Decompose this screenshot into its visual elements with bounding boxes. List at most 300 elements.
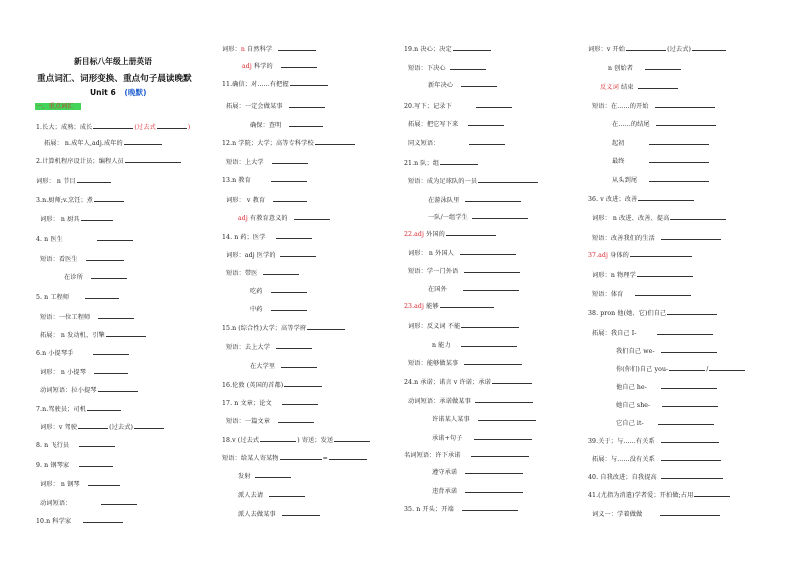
answer-blank[interactable] (662, 400, 718, 407)
answer-blank[interactable] (106, 330, 146, 337)
answer-blank[interactable] (667, 308, 717, 315)
answer-blank[interactable] (465, 486, 523, 493)
answer-blank[interactable] (661, 346, 717, 353)
answer-blank[interactable] (273, 195, 307, 202)
worksheet-item (226, 101, 326, 111)
item-text: 18.v (过去式 (222, 437, 260, 444)
item-text: 11.确信；对……有把握 (222, 81, 289, 88)
answer-blank[interactable] (649, 138, 709, 145)
item-text: 违背承诺 (432, 488, 458, 495)
answer-blank[interactable] (98, 385, 138, 392)
answer-blank[interactable] (276, 232, 312, 239)
answer-blank[interactable] (472, 212, 528, 219)
answer-blank[interactable] (282, 509, 320, 516)
worksheet-item (592, 454, 722, 464)
worksheet-item (432, 414, 537, 424)
item-text: 你(你们)自己 you- (616, 366, 669, 373)
item-text: 2.计算机程序设计员；编程人员 (36, 158, 124, 165)
answer-blank[interactable] (88, 479, 120, 486)
worksheet-item (226, 416, 315, 426)
answer-blank[interactable] (669, 364, 705, 371)
answer-blank[interactable] (462, 504, 518, 511)
answer-blank[interactable] (97, 234, 133, 241)
item-text: 一队/一组学生 (428, 214, 468, 221)
answer-blank[interactable] (86, 254, 124, 261)
answer-blank[interactable] (276, 342, 312, 349)
worksheet-item (36, 234, 134, 244)
worksheet-item (588, 194, 695, 204)
answer-blank[interactable] (626, 44, 666, 51)
item-text: 词形：反义词 不能 (408, 323, 461, 330)
worksheet-item (404, 377, 533, 387)
item-text: 起初 (612, 140, 625, 147)
item-text: 短语：在……的开始 (592, 103, 649, 110)
unit-tag: (晚默) (124, 88, 147, 97)
worksheet-item (592, 509, 721, 519)
worksheet-item (36, 156, 182, 166)
answer-blank[interactable] (280, 453, 322, 460)
answer-blank[interactable] (658, 418, 714, 425)
item-text: 动词短语：拉小提琴 (40, 387, 97, 394)
worksheet-item (612, 138, 710, 148)
item-text: 短语：带医 (226, 270, 258, 277)
answer-blank[interactable] (661, 233, 721, 240)
item-text: 外国的 (424, 231, 445, 238)
item-text: 12.n 学院；大学；高等专科学校 (222, 140, 314, 147)
worksheet-item (40, 367, 129, 377)
answer-blank[interactable] (468, 119, 504, 126)
answer-blank[interactable] (85, 292, 119, 299)
answer-blank[interactable] (290, 79, 328, 86)
worksheet-item (592, 289, 692, 299)
section-label: 一、重点词汇 (36, 103, 74, 110)
answer-blank[interactable] (81, 214, 113, 221)
answer-blank[interactable] (661, 382, 717, 389)
unit-number: Unit 6 (90, 88, 116, 97)
item-text: 短语：一位工程师 (40, 314, 91, 321)
item-text: 词形：n 物理学 (592, 272, 636, 279)
worksheet-item (238, 471, 292, 481)
answer-blank[interactable] (278, 44, 316, 51)
worksheet-item (600, 82, 679, 92)
worksheet-item (64, 272, 128, 282)
item-text: (过去式 (134, 124, 156, 131)
item-text: 反义词 (600, 84, 619, 91)
item-text: 短语：体育 (592, 291, 624, 298)
item-text: 15.n (综合性)大学；高等学府 (222, 325, 307, 332)
worksheet-item (432, 467, 524, 477)
answer-blank[interactable] (692, 44, 726, 51)
item-text: 词形： v 教育 (226, 197, 266, 204)
item-text: 同义短语： (408, 140, 440, 147)
item-text: 在大学里 (250, 363, 276, 370)
worksheet-item (612, 156, 710, 166)
worksheet-item (226, 250, 317, 260)
item-text: 1.长大；成熟；成长 (36, 124, 93, 131)
item-text: 短语：能够做某事 (408, 360, 459, 367)
answer-blank[interactable] (476, 101, 512, 108)
item-text: 有教育意义的 (247, 215, 288, 222)
worksheet-item (40, 385, 139, 395)
worksheet-item (40, 254, 125, 264)
worksheet-item (592, 270, 694, 280)
worksheet-item (242, 61, 318, 71)
worksheet-item (616, 346, 718, 356)
answer-blank[interactable] (465, 195, 521, 202)
worksheet-item (408, 248, 517, 258)
item-text: / (706, 366, 709, 373)
answer-blank[interactable] (463, 284, 519, 291)
answer-blank[interactable] (461, 80, 497, 87)
item-text: 承诺+句子 (432, 435, 463, 442)
worksheet-item (36, 176, 112, 186)
answer-blank[interactable] (278, 416, 314, 423)
answer-blank[interactable] (492, 377, 532, 384)
item-text: 许诺某人某事 (432, 416, 470, 423)
answer-blank[interactable] (450, 63, 486, 70)
answer-blank[interactable] (87, 404, 121, 411)
item-text: 23.adj (404, 303, 425, 310)
answer-blank[interactable] (638, 82, 678, 89)
worksheet-item (612, 119, 717, 129)
answer-blank[interactable] (638, 194, 694, 201)
column-1 (36, 0, 206, 562)
worksheet-item (588, 44, 727, 54)
answer-blank[interactable] (656, 119, 716, 126)
worksheet-item (608, 63, 682, 73)
item-text: 词形： n 厨具 (40, 216, 80, 223)
column-4 (588, 0, 778, 562)
answer-blank[interactable] (655, 101, 715, 108)
answer-blank[interactable] (440, 301, 494, 308)
item-text: 37.adj (588, 252, 609, 259)
answer-blank[interactable] (461, 340, 517, 347)
worksheet-item (408, 138, 506, 148)
worksheet-item (36, 195, 125, 205)
item-text: ) 寄送；发送 (297, 437, 334, 444)
answer-blank[interactable] (694, 490, 730, 497)
item-text: 科学的 (251, 63, 273, 70)
item-text: n 能力 (432, 342, 451, 349)
worksheet-item (226, 342, 313, 352)
worksheet-item (250, 361, 318, 371)
worksheet-item (408, 266, 521, 276)
worksheet-item (428, 212, 529, 222)
answer-blank[interactable] (281, 61, 317, 68)
item-text: n (240, 46, 245, 53)
answer-blank[interactable] (83, 516, 123, 523)
worksheet-item (250, 304, 308, 314)
answer-blank[interactable] (334, 435, 370, 442)
worksheet-item (250, 286, 308, 296)
answer-blank[interactable] (94, 367, 128, 374)
item-text: 派人去做某事 (238, 511, 276, 518)
item-text: ) (187, 124, 191, 131)
answer-blank[interactable] (91, 272, 127, 279)
answer-blank[interactable] (461, 321, 519, 328)
worksheet-item (36, 440, 116, 450)
worksheet-item (428, 195, 522, 205)
answer-blank[interactable] (294, 213, 330, 220)
item-text: 16.伦敦 (英国的首都) (222, 382, 284, 389)
item-text: 名词短语：许下承诺 (404, 452, 461, 459)
answer-blank[interactable] (79, 440, 115, 447)
worksheet-item (222, 232, 313, 242)
answer-blank[interactable] (474, 433, 532, 440)
item-text: 词形： (222, 46, 241, 53)
item-text: 22.adj (404, 231, 425, 238)
item-text: 36. v 改进；改善 (588, 196, 638, 203)
item-text: 4. n 医生 (36, 236, 63, 243)
answer-blank[interactable] (93, 348, 129, 355)
worksheet-item (36, 292, 120, 302)
item-text: 在游泳队里 (428, 197, 460, 204)
item-text: 38. pron 他(她、它)们自己 (588, 310, 667, 317)
item-text: 在……的结尾 (612, 121, 650, 128)
worksheet-item (226, 268, 300, 278)
worksheet-item (222, 323, 346, 333)
item-text: 39.关于；与……有关系 (588, 438, 655, 445)
worksheet-item (588, 250, 693, 260)
answer-blank[interactable] (649, 156, 709, 163)
answer-blank[interactable] (271, 304, 307, 311)
worksheet-item (40, 312, 135, 322)
worksheet-item (222, 79, 329, 89)
worksheet-item (432, 433, 533, 443)
item-text: 8. n 飞行员 (36, 442, 70, 449)
worksheet-item (40, 498, 138, 508)
answer-blank[interactable] (289, 101, 325, 108)
answer-blank[interactable] (93, 122, 133, 129)
answer-blank[interactable] (464, 358, 522, 365)
answer-blank[interactable] (329, 453, 367, 460)
item-text: 词义一：学着做做 (592, 511, 643, 518)
item-text: 短语：改善我们的生活 (592, 235, 655, 242)
answer-blank[interactable] (315, 138, 355, 145)
answer-blank[interactable] (263, 268, 299, 275)
answer-blank[interactable] (661, 472, 723, 479)
item-text: 它自己 it- (616, 420, 644, 427)
answer-blank[interactable] (272, 157, 308, 164)
item-text: 短语：给某人寄某物 (222, 455, 279, 462)
item-text: 短语：下决心 (408, 65, 446, 72)
item-text: 发射 (238, 473, 251, 480)
worksheet-item (222, 44, 317, 54)
item-text: 短语：一篇文章 (226, 418, 271, 425)
answer-blank[interactable] (460, 248, 516, 255)
worksheet-item (40, 479, 121, 489)
worksheet-item (222, 435, 371, 445)
answer-blank[interactable] (98, 312, 134, 319)
worksheet-item (36, 460, 114, 470)
item-text: 19.n 决心；决定 (404, 46, 452, 53)
worksheet-item (36, 404, 122, 414)
worksheet-item (432, 486, 524, 496)
item-text: n 创始者 (608, 65, 634, 72)
answer-blank[interactable] (465, 467, 523, 474)
answer-blank[interactable] (635, 289, 691, 296)
answer-blank[interactable] (260, 435, 296, 442)
worksheet-item (428, 80, 498, 90)
worksheet-item (616, 364, 746, 374)
worksheet-item (404, 44, 492, 54)
item-text: 拓展： n 发动机、引擎 (40, 332, 105, 339)
worksheet-item (588, 436, 720, 446)
answer-blank[interactable] (101, 498, 137, 505)
item-text: 短语：成为足球队的一员 (408, 178, 478, 185)
answer-blank[interactable] (307, 323, 345, 330)
answer-blank[interactable] (282, 398, 318, 405)
answer-blank[interactable] (280, 250, 316, 257)
item-text: 她自己 she- (616, 402, 651, 409)
item-text: 能够 (424, 303, 439, 310)
item-text: 词形：v 驾驶 (40, 424, 78, 431)
item-text: 从头到尾 (612, 177, 638, 184)
answer-blank[interactable] (281, 361, 317, 368)
item-text: 35. n 开头；开端 (404, 506, 454, 513)
worksheet-item (408, 119, 505, 129)
item-text: 他自己 he- (616, 384, 647, 391)
answer-blank[interactable] (94, 195, 124, 202)
answer-blank[interactable] (475, 396, 533, 403)
worksheet-item (404, 158, 479, 168)
item-text: 短语：看医生 (40, 256, 78, 263)
page-subtitle: 重点词汇、词形变换、重点句子晨读晚默 (37, 74, 192, 84)
worksheet-item (36, 122, 190, 132)
item-text: 词形： n 小提琴 (40, 369, 86, 376)
item-text: 我们自己 we- (616, 348, 655, 355)
worksheet-item (432, 340, 518, 350)
answer-blank[interactable] (661, 454, 721, 461)
worksheet-item (40, 214, 114, 224)
item-text: 7.n.驾驶员；司机 (36, 406, 86, 413)
worksheet-item (404, 229, 497, 239)
item-text: 动词短语：承诺做某事 (408, 398, 471, 405)
item-text: 9. n 钢琴家 (36, 462, 70, 469)
item-text: 21.n 队；组 (404, 160, 440, 167)
item-text: 词形：adj 医学的 (226, 252, 276, 259)
item-text: 17. n 文章；论文 (222, 400, 272, 407)
answer-blank[interactable] (660, 509, 720, 516)
answer-blank[interactable] (77, 176, 111, 183)
item-text: 词形： n 钢琴 (40, 481, 80, 488)
item-text: 24.n 承诺；诺言 v 许诺；承诺 (404, 379, 491, 386)
worksheet-item (408, 358, 523, 368)
answer-blank[interactable] (478, 176, 538, 183)
answer-blank[interactable] (645, 63, 681, 70)
answer-blank[interactable] (289, 120, 323, 127)
answer-blank[interactable] (271, 286, 307, 293)
worksheet-item (404, 301, 495, 311)
worksheet-item (408, 63, 487, 73)
item-text: 13.n 教育 (222, 177, 251, 184)
answer-blank[interactable] (464, 266, 520, 273)
worksheet-item (44, 138, 163, 148)
worksheet-item (222, 138, 356, 148)
item-text: 40. 自我改进；自我提高 (588, 474, 657, 481)
worksheet-item (592, 213, 727, 223)
worksheet-item (222, 453, 368, 463)
answer-blank[interactable] (637, 270, 693, 277)
answer-blank[interactable] (649, 175, 709, 182)
answer-blank[interactable] (134, 422, 164, 429)
item-text: 41.(尤指为消遣)学者爱；开拍做;占用 (588, 492, 694, 499)
answer-blank[interactable] (255, 471, 291, 478)
worksheet-item (238, 509, 321, 519)
answer-blank[interactable] (630, 250, 692, 257)
item-text: 中药 (250, 306, 263, 313)
answer-blank[interactable] (79, 460, 113, 467)
worksheet-item (592, 233, 722, 243)
item-text: 词形： n 改进、改善、提高 (592, 215, 670, 222)
item-text: 在国外 (428, 286, 447, 293)
answer-blank[interactable] (125, 156, 181, 163)
item-text: 短语：上大学 (226, 159, 264, 166)
column-3 (404, 0, 579, 562)
answer-blank[interactable] (124, 138, 162, 145)
worksheet-item (616, 382, 718, 392)
item-text: 5. n 工程师 (36, 294, 70, 301)
answer-blank[interactable] (78, 422, 108, 429)
column-2 (222, 0, 397, 562)
answer-blank[interactable] (471, 450, 529, 457)
answer-blank[interactable] (657, 328, 713, 335)
worksheet-item (428, 284, 520, 294)
worksheet-item (222, 380, 323, 390)
worksheet-item (250, 120, 324, 130)
worksheet-item (404, 504, 519, 514)
worksheet-item (226, 157, 309, 167)
worksheet-item (222, 175, 308, 185)
worksheet-item (226, 195, 308, 205)
answer-blank[interactable] (269, 490, 305, 497)
item-text: 身体的 (608, 252, 629, 259)
answer-blank[interactable] (478, 414, 536, 421)
worksheet-item (238, 490, 306, 500)
worksheet-item (40, 330, 147, 340)
item-text: 3.n.厨师;v.烹饪；煮 (36, 197, 94, 204)
item-text: 结束 (618, 84, 634, 91)
worksheet-item (404, 101, 513, 111)
item-text: (过去式) (109, 424, 133, 431)
worksheet-item (616, 418, 715, 428)
item-text: 词形： n 外国人 (408, 250, 454, 257)
answer-blank[interactable] (284, 380, 322, 387)
answer-blank[interactable] (157, 122, 187, 129)
item-text: 自然科学 (244, 46, 273, 53)
item-text: 在诊所 (64, 274, 83, 281)
worksheet-item (592, 328, 714, 338)
item-text: 14. n 药；医学 (222, 234, 266, 241)
worksheet-item (408, 176, 539, 186)
answer-blank[interactable] (271, 175, 307, 182)
worksheet-item (408, 321, 520, 331)
item-text: (过去式) (667, 46, 691, 53)
item-text: 遵守承诺 (432, 469, 458, 476)
item-text: 词形： n 节目 (36, 178, 76, 185)
item-text: 吃药 (250, 288, 263, 295)
answer-blank[interactable] (670, 213, 726, 220)
answer-blank[interactable] (440, 158, 478, 165)
item-text: 6.n 小提琴手 (36, 350, 74, 357)
worksheet-item (612, 175, 710, 185)
answer-blank[interactable] (661, 436, 719, 443)
answer-blank[interactable] (469, 138, 505, 145)
answer-blank[interactable] (446, 229, 496, 236)
answer-blank[interactable] (453, 44, 491, 51)
item-text: 词形：v 开始 (588, 46, 626, 53)
answer-blank[interactable] (709, 364, 745, 371)
